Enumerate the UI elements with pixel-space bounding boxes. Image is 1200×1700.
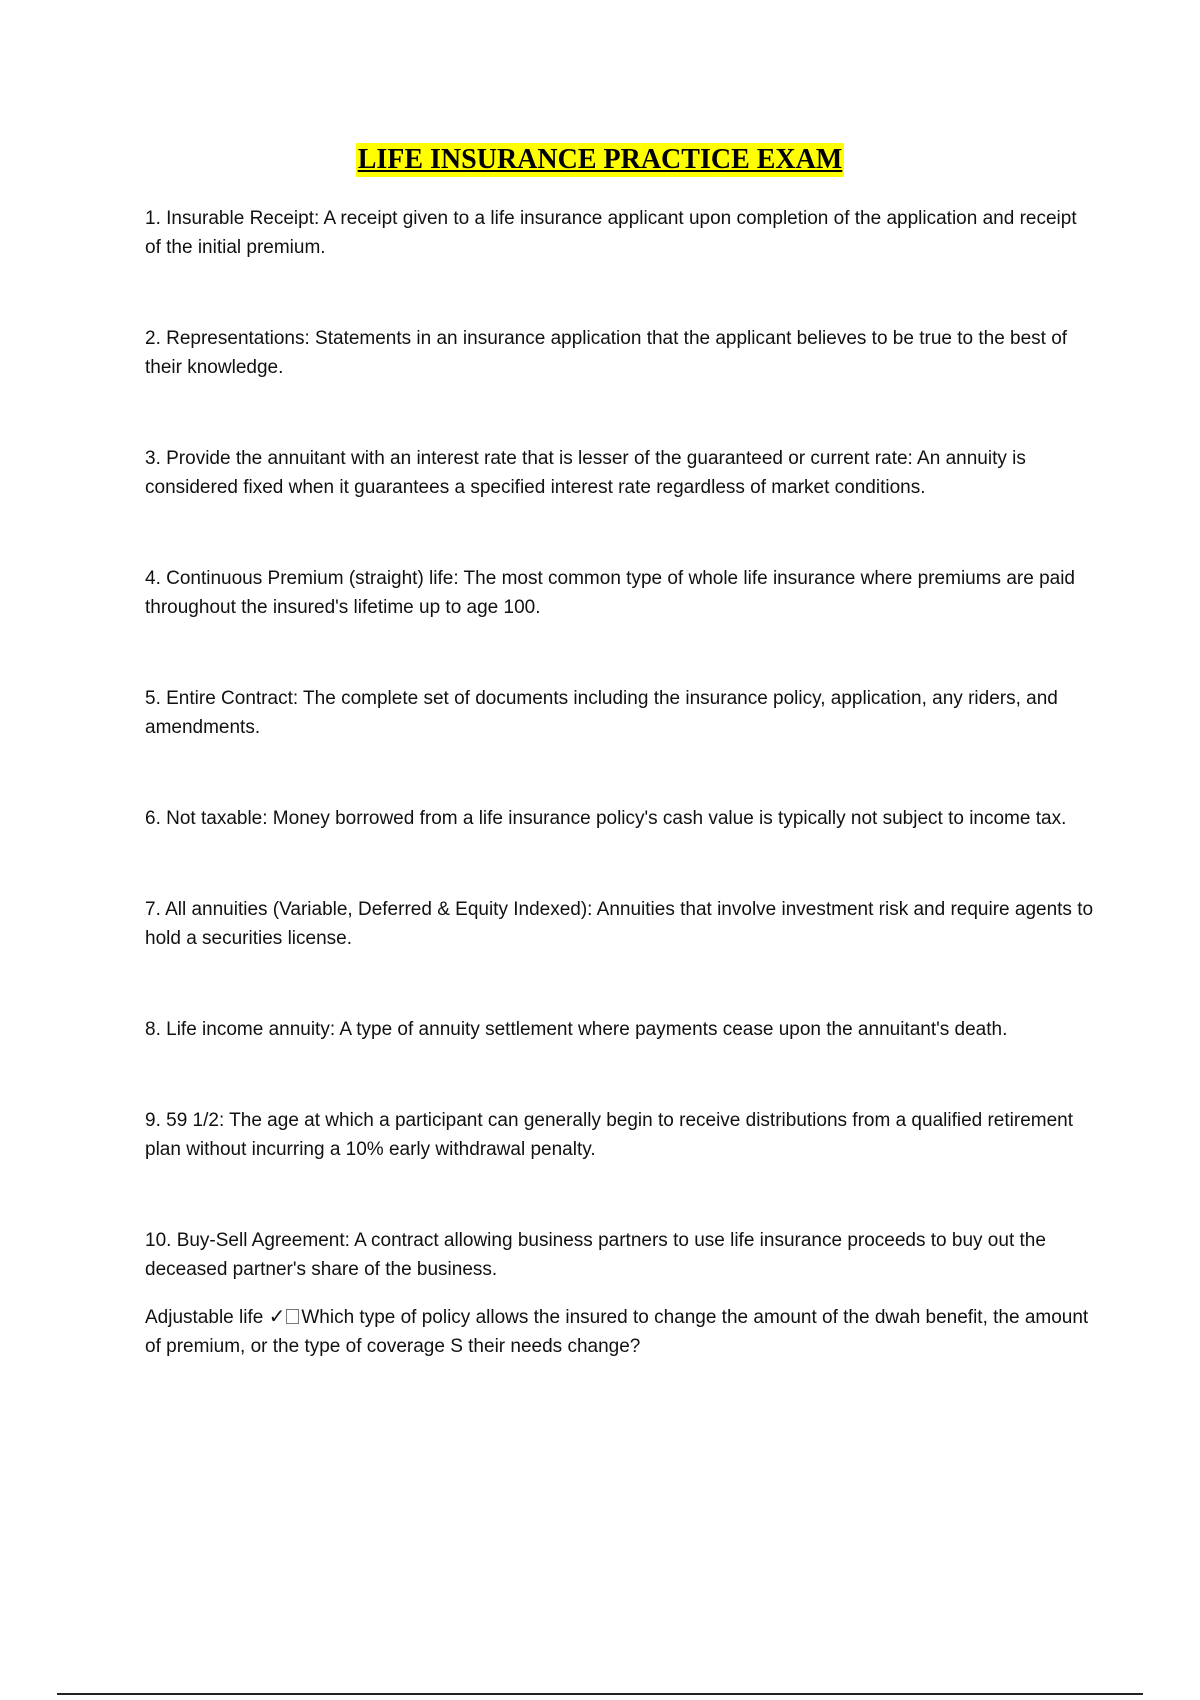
- question-item-9: 9. 59 1/2: The age at which a participant can generally begin to receive distributions from a qualified retirement plan without incurring a 10% early withdrawal penalty.: [145, 1110, 1074, 1160]
- checkmark-icon: ✓: [268, 1306, 286, 1328]
- question-item-3: 3. Provide the annuitant with an interest rate that is lesser of the guaranteed or current rate: An annuity is considered fixed when it guarantees a specified interest rate regardless of market conditions.: [145, 448, 1026, 498]
- bottom-divider: [57, 1693, 1143, 1695]
- question-item-6: 6. Not taxable: Money borrowed from a life insurance policy's cash value is typically not subject to income tax.: [145, 808, 1067, 829]
- question-item-10: 10. Buy-Sell Agreement: A contract allowing business partners to use life insurance proceeds to buy out the deceased partner's share of the business.: [145, 1230, 1046, 1280]
- checkbox-icon: [286, 1309, 299, 1324]
- question-item-4: 4. Continuous Premium (straight) life: The most common type of whole life insurance where premiums are paid throughout the insured's lifetime up to age 100.: [145, 568, 1075, 618]
- question-item-2: 2. Representations: Statements in an insurance application that the applicant believes to be true to the best of their knowledge.: [145, 328, 1068, 378]
- extra-question: [145, 1303, 1095, 1361]
- extra-answer: Adjustable life: [145, 1307, 269, 1328]
- title-wrap: [0, 143, 1200, 177]
- question-item-7: 7. All annuities (Variable, Deferred & Equity Indexed): Annuities that involve investment risk and require agents to hold a securities license.: [145, 899, 1094, 949]
- question-item-8: 8. Life income annuity: A type of annuity settlement where payments cease upon the annuitant's death.: [145, 1019, 1008, 1040]
- question-list: [145, 204, 1095, 1380]
- question-item-5: 5. Entire Contract: The complete set of documents including the insurance policy, application, any riders, and amendments.: [145, 688, 1058, 738]
- question-item-1: 1. Insurable Receipt: A receipt given to a life insurance applicant upon completion of the application and receipt of the initial premium.: [145, 208, 1077, 258]
- extra-question-text: Which type of policy allows the insured to change the amount of the dwah benefit, the amount of premium, or the type of coverage S their needs change?: [145, 1307, 1089, 1357]
- page-title: LIFE INSURANCE PRACTICE EXAM: [357, 144, 843, 175]
